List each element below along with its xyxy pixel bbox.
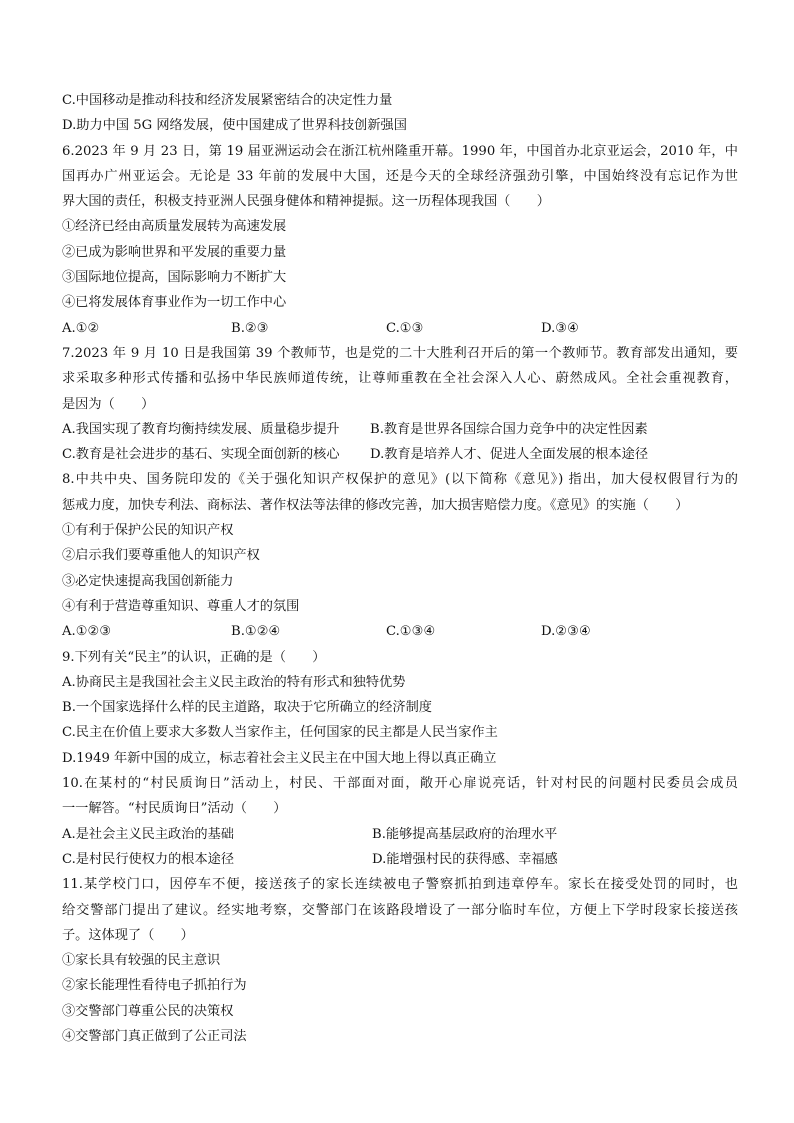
question-stem-line: 8.中共中央、国务院印发的《关于强化知识产权保护的意见》(以下简称《意见》) 指出，加大侵权假冒行为的 <box>62 472 738 488</box>
option-a: A.是社会主义民主政治的基础 <box>62 826 234 842</box>
option-b: B.①②④ <box>231 624 281 640</box>
question-stem-line: 界大国的责任，积极支持亚洲人民强身健体和精神提振。这一历程体现我国（ ） <box>62 194 550 210</box>
question-stem-line: 6.2023 年 9 月 23 日，第 19 届亚洲运动会在浙江杭州隆重开幕。1990 年，中国首办北京亚运会，2010 年，中 <box>62 143 738 159</box>
option-a: A.①② <box>62 320 100 336</box>
option-b: B.教育是世界各国综合国力竞争中的决定性因素 <box>370 421 648 437</box>
statement-item: ④交警部门真正做到了公正司法 <box>62 1028 247 1044</box>
option-d: D.助力中国 5G 网络发展，使中国建成了世界科技创新强国 <box>62 118 407 134</box>
option-a: A.协商民主是我国社会主义民主政治的特有形式和独特优势 <box>62 674 406 690</box>
answer-options-row <box>62 417 738 442</box>
question-stem-line: 10.在某村的“村民质询日”活动上，村民、干部面对面，敞开心扉说亮话，针对村民的问题村民委员会成员 <box>62 776 738 792</box>
option-d: D.③④ <box>541 320 579 336</box>
question-stem-line: 9.下列有关“民主”的认识，正确的是（ ） <box>62 649 326 665</box>
question-8 <box>62 467 738 644</box>
option-c: C.①③④ <box>386 624 436 640</box>
option-b: B.一个国家选择什么样的民主道路，取决于它所确立的经济制度 <box>62 700 432 716</box>
answer-options <box>62 316 738 341</box>
question-stem-line: 给交警部门提出了建议。经实地考察，交警部门在该路段增设了一部分临时车位，方便上下学时段家长接送孩 <box>62 902 738 918</box>
statement-item: ④有利于营造尊重知识、尊重人才的氛围 <box>62 598 300 614</box>
option-b: B.能够提高基层政府的治理水平 <box>372 826 558 842</box>
option-c: C.①③ <box>386 320 424 336</box>
question-7 <box>62 341 738 467</box>
statement-item: ③交警部门尊重公民的决策权 <box>62 1003 234 1019</box>
option-d: D.②③④ <box>541 624 591 640</box>
answer-options <box>62 619 738 644</box>
answer-options-row <box>62 847 738 872</box>
question-9 <box>62 645 738 771</box>
question-stem-line: 是因为（ ） <box>62 396 155 412</box>
option-c: C.教育是社会进步的基石、实现全面创新的核心 <box>62 447 340 463</box>
question-stem-line: 7.2023 年 9 月 10 日是我国第 39 个教师节，也是党的二十大胜利召开后的第一个教师节。教育部发出通知，要 <box>62 345 738 361</box>
statement-item: ①家长具有较强的民主意识 <box>62 953 221 969</box>
option-c: C.是村民行使权力的根本途径 <box>62 851 235 867</box>
option-d: D.能增强村民的获得感、幸福感 <box>372 851 558 867</box>
option-c: C.中国移动是推动科技和经济发展紧密结合的决定性力量 <box>62 93 393 108</box>
question-stem-line: 一一解答。“村民质询日”活动（ ） <box>62 801 287 817</box>
question-5-tail <box>62 88 738 139</box>
question-stem-line: 求采取多种形式传播和弘扬中华民族师道传统，让尊师重教在全社会深入人心、蔚然成风。全社会重视教育， <box>62 371 738 387</box>
question-stem-line: 国再办广州亚运会。无论是 33 年前的发展中大国，还是今天的全球经济强劲引擎，中国始终没有忘记作为世 <box>62 168 738 184</box>
option-d: D.1949 年新中国的成立，标志着社会主义民主在中国大地上得以真正确立 <box>62 750 497 766</box>
question-6 <box>62 139 738 341</box>
question-stem-line: 子。这体现了（ ） <box>62 927 194 943</box>
exam-page <box>62 88 738 1049</box>
option-b: B.②③ <box>231 320 269 336</box>
option-a: A.①②③ <box>62 624 112 640</box>
question-10 <box>62 771 738 872</box>
statement-item: ②家长能理性看待电子抓拍行为 <box>62 978 247 994</box>
statement-item: ①有利于保护公民的知识产权 <box>62 523 234 539</box>
statement-item: ①经济已经由高质量发展转为高速发展 <box>62 219 287 235</box>
statement-item: ②已成为影响世界和平发展的重要力量 <box>62 244 287 260</box>
statement-item: ④已将发展体育事业作为一切工作中心 <box>62 295 287 311</box>
option-d: D.教育是培养人才、促进人全面发展的根本途径 <box>370 447 649 463</box>
answer-options-row <box>62 822 738 847</box>
question-stem-line: 惩戒力度，加快专利法、商标法、著作权法等法律的修改完善，加大损害赔偿力度。《意见》的实施（ ） <box>62 497 689 513</box>
statement-item: ③国际地位提高，国际影响力不断扩大 <box>62 270 287 286</box>
question-stem-line: 11.某学校门口，因停车不便，接送孩子的家长连续被电子警察抓拍到违章停车。家长在接受处罚的同时，也 <box>62 877 738 893</box>
answer-options-row <box>62 442 738 467</box>
option-c: C.民主在价值上要求大多数人当家作主，任何国家的民主都是人民当家作主 <box>62 725 498 741</box>
statement-item: ②启示我们要尊重他人的知识产权 <box>62 548 260 564</box>
option-a: A.我国实现了教育均衡持续发展、质量稳步提升 <box>62 421 340 437</box>
question-11 <box>62 872 738 1049</box>
statement-item: ③必定快速提高我国创新能力 <box>62 573 234 589</box>
